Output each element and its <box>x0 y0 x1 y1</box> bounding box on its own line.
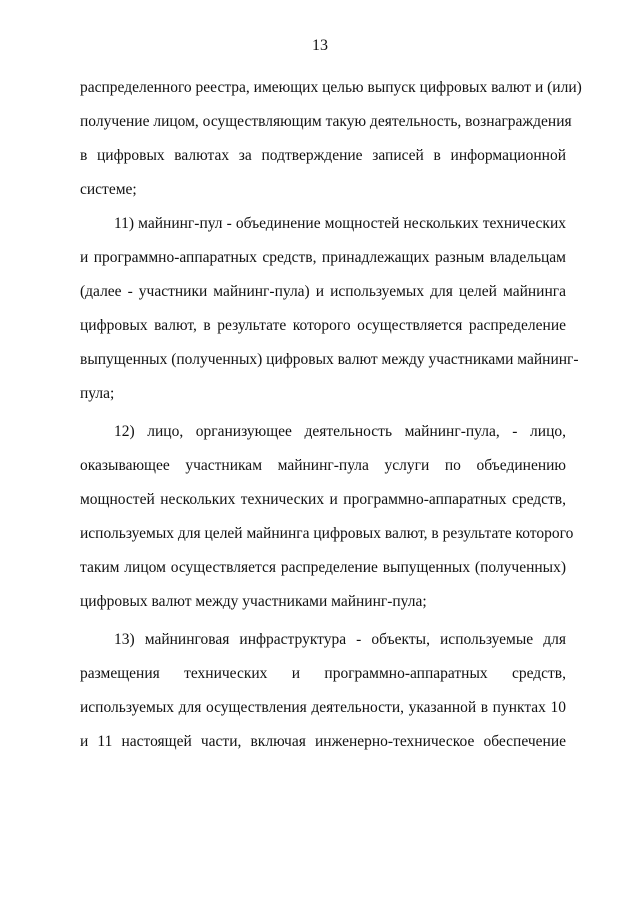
text-line: выпущенных (полученных) цифровых валют между участниками майнинг- <box>80 351 579 368</box>
text-line: используемых для осуществления деятельности, указанной в пунктах 10 <box>80 699 566 716</box>
text-line: таким лицом осуществляется распределение выпущенных (полученных) <box>80 559 566 576</box>
text-line: цифровых валют между участниками майнинг-пула; <box>80 593 427 610</box>
text-line: распределенного реестра, имеющих целью выпуск цифровых валют и (или) <box>80 79 582 96</box>
text-line: пула; <box>80 385 115 402</box>
paragraph-13-first-line: 13) майнинговая инфраструктура - объекты, используемые для <box>114 631 566 648</box>
text-line: размещения технических и программно-аппаратных средств, <box>80 665 566 682</box>
text-line: цифровых валют, в результате которого осуществляется распределение <box>80 317 566 334</box>
text-line: системе; <box>80 181 137 198</box>
page-number: 13 <box>312 37 328 54</box>
paragraph-12-first-line: 12) лицо, организующее деятельность майнинг-пула, - лицо, <box>114 423 566 440</box>
text-line: мощностей нескольких технических и программно-аппаратных средств, <box>80 491 566 508</box>
text-line: в цифровых валютах за подтверждение записей в информационной <box>80 147 566 164</box>
text-line: и программно-аппаратных средств, принадлежащих разным владельцам <box>80 249 566 266</box>
paragraph-11-first-line: 11) майнинг-пул - объединение мощностей нескольких технических <box>114 215 566 232</box>
text-line: и 11 настоящей части, включая инженерно-техническое обеспечение <box>80 733 566 750</box>
text-line: используемых для целей майнинга цифровых валют, в результате которого <box>80 525 574 542</box>
text-line: (далее - участники майнинг-пула) и используемых для целей майнинга <box>80 283 566 300</box>
text-line: получение лицом, осуществляющим такую деятельность, вознаграждения <box>80 113 572 130</box>
text-line: оказывающее участникам майнинг-пула услуги по объединению <box>80 457 566 474</box>
